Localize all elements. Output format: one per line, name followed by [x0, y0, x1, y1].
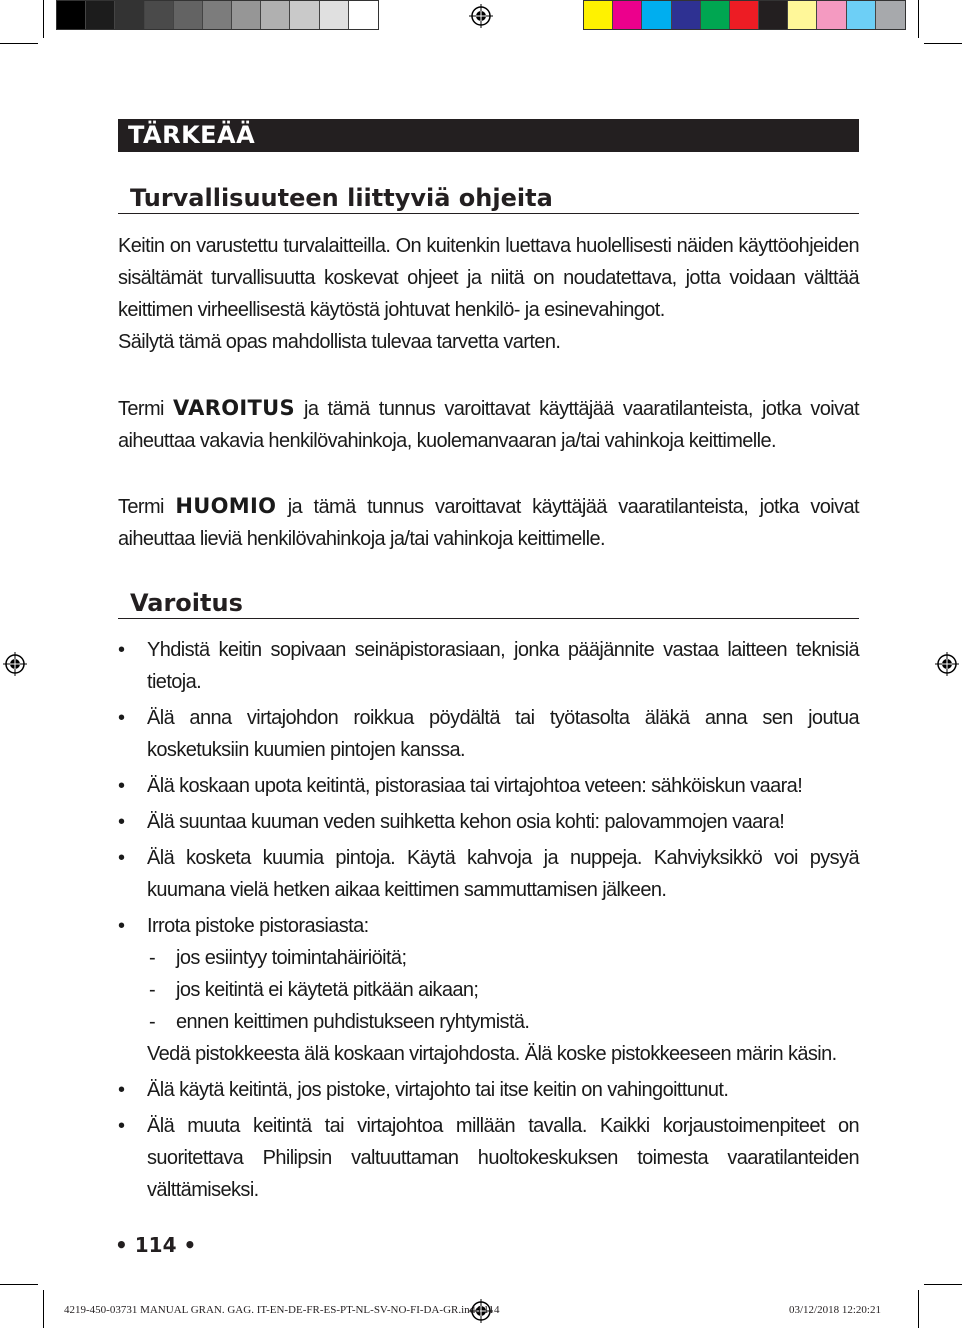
- warning-term-description: ja tämä tunnus varoittavat käyttäjää vaaratilanteista, jotka voivat aiheuttaa vakavia henkilövahinkoja, kuolemanvaaran ja/tai vahinkoja keittimelle.: [118, 398, 859, 452]
- color-swatch: [290, 1, 319, 29]
- bullet-icon: •: [118, 707, 125, 729]
- print-timestamp: 03/12/2018 12:20:21: [789, 1304, 881, 1316]
- term-label: Termi: [118, 398, 164, 420]
- dash-icon: -: [149, 1011, 156, 1033]
- color-swatch: [57, 1, 86, 29]
- bullet-icon: •: [118, 915, 125, 937]
- color-swatch: [261, 1, 290, 29]
- crop-mark: [924, 43, 962, 44]
- file-slug: 4219-450-03731 MANUAL GRAN. GAG. IT-EN-DE-FR-ES-PT-NL-SV-NO-FI-DA-GR.indd 114: [64, 1304, 500, 1316]
- list-item: • Älä käytä keitintä, jos pistoke, virtajohto tai itse keitin on vahingoittunut.: [118, 1074, 859, 1106]
- color-swatch: [847, 1, 876, 29]
- registration-mark-icon: [935, 652, 959, 676]
- color-swatch: [145, 1, 174, 29]
- dash-icon: -: [149, 979, 156, 1001]
- color-swatch: [203, 1, 232, 29]
- safety-instructions-heading: Turvallisuuteen liittyviä ohjeita: [118, 184, 859, 214]
- color-swatch: [642, 1, 671, 29]
- crop-mark: [43, 0, 44, 38]
- warning-term-paragraph: [118, 392, 859, 457]
- bullet-icon: •: [118, 775, 125, 797]
- sub-list-item: - jos keitintä ei käytetä pitkään aikaan;: [147, 974, 859, 1006]
- list-item: • Älä kosketa kuumia pintoja. Käytä kahvoja ja nuppeja. Kahviyksikkö voi pysyä kuumana vielä hetken aikaa keittimen sammuttamisen jälkeen.: [118, 842, 859, 906]
- crop-mark: [0, 43, 38, 44]
- crop-mark: [918, 0, 919, 38]
- color-swatch: [232, 1, 261, 29]
- cmyk-color-bar: [583, 0, 906, 30]
- list-item: • Irrota pistoke pistorasiasta: - jos esiintyy toimintahäiriöitä; - jos keitintä ei käytetä pitkään aikaan; - ennen keittimen puhdistukseen ryhtymistä. Vedä pistokkeesta älä koskaan virtajohdosta. Älä koske pistokkeeseen märin käsin.: [118, 910, 859, 1070]
- color-swatch: [701, 1, 730, 29]
- page-title: TÄRKEÄÄ: [118, 119, 859, 152]
- sub-list-item: - ennen keittimen puhdistukseen ryhtymistä.: [147, 1006, 859, 1038]
- dash-icon: -: [149, 947, 156, 969]
- color-swatch: [584, 1, 613, 29]
- keep-manual-paragraph: Säilytä tämä opas mahdollista tulevaa tarvetta varten.: [118, 331, 561, 353]
- bullet-icon: •: [118, 811, 125, 833]
- color-swatch: [86, 1, 115, 29]
- page-number: • 114 •: [115, 1233, 197, 1257]
- list-item: • Älä muuta keitintä tai virtajohtoa millään tavalla. Kaikki korjaustoimenpiteet on suoritettava Philipsin valtuuttaman huoltokeskuksen toimesta vaaratilanteiden välttämiseksi.: [118, 1110, 859, 1206]
- color-swatch: [320, 1, 349, 29]
- registration-mark-icon: [469, 4, 493, 28]
- color-swatch: [817, 1, 846, 29]
- term-label: Termi: [118, 496, 164, 518]
- bullet-icon: •: [118, 639, 125, 661]
- intro-paragraph: Keitin on varustettu turvalaitteilla. On kuitenkin luettava huolellisesti näiden käyttöohjeiden sisältämät turvallisuutta koskevat ohjeet ja niitä on noudatettava, jotta voidaan välttää keittimen virheellisestä käytöstä johtuvat henkilö- ja esinevahingot.: [118, 235, 859, 321]
- crop-mark: [0, 1284, 38, 1285]
- color-swatch: [876, 1, 905, 29]
- list-item: • Yhdistä keitin sopivaan seinäpistorasiaan, jonka pääjännite vastaa laitteen teknisiä tietoja.: [118, 634, 859, 698]
- color-swatch: [115, 1, 144, 29]
- warning-list: [118, 634, 859, 1210]
- caution-term: HUOMIO: [175, 494, 277, 518]
- list-item: • Älä anna virtajohdon roikkua pöydältä tai työtasolta äläkä anna sen joutua kosketuksiin kuumien pintojen kanssa.: [118, 702, 859, 766]
- sub-list-item: - jos esiintyy toimintahäiriöitä;: [147, 942, 859, 974]
- unplug-note: Vedä pistokkeesta älä koskaan virtajohdosta. Älä koske pistokkeeseen märin käsin.: [147, 1043, 837, 1065]
- unplug-conditions-list: [147, 942, 859, 1038]
- crop-mark: [918, 1290, 919, 1328]
- bullet-icon: •: [118, 1079, 125, 1101]
- warning-heading: Varoitus: [118, 589, 859, 619]
- color-swatch: [788, 1, 817, 29]
- color-swatch: [759, 1, 788, 29]
- caution-term-description: ja tämä tunnus varoittavat käyttäjää vaaratilanteista, jotka voivat aiheuttaa lieviä henkilövahinkoja ja/tai vahinkoja keittimelle.: [118, 496, 859, 550]
- bullet-icon: •: [118, 847, 125, 869]
- color-swatch: [672, 1, 701, 29]
- color-swatch: [613, 1, 642, 29]
- crop-mark: [43, 1290, 44, 1328]
- color-swatch: [349, 1, 378, 29]
- caution-term-paragraph: [118, 490, 859, 555]
- list-item: • Älä koskaan upota keitintä, pistorasiaa tai virtajohtoa veteen: sähköiskun vaara!: [118, 770, 859, 802]
- color-swatch: [730, 1, 759, 29]
- crop-mark: [924, 1284, 962, 1285]
- list-item: • Älä suuntaa kuuman veden suihketta kehon osia kohti: palovammojen vaara!: [118, 806, 859, 838]
- bullet-icon: •: [118, 1115, 125, 1137]
- registration-mark-icon: [3, 652, 27, 676]
- grayscale-color-bar: [56, 0, 379, 30]
- warning-term: VAROITUS: [173, 396, 295, 420]
- color-swatch: [174, 1, 203, 29]
